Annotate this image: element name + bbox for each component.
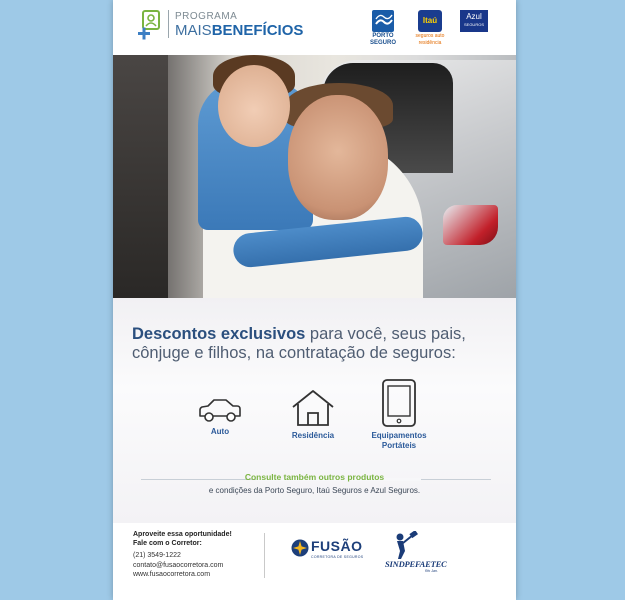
- sindpefaetec-logo: SINDPEFAETEC Rio Jan.: [385, 531, 465, 581]
- tablet-icon: [381, 378, 417, 428]
- benefits-content: [113, 298, 516, 523]
- feature-auto: Auto: [195, 398, 245, 437]
- headline: Descontos exclusivos para você, seus pais, cônjuge e filhos, na contratação de seguros:: [132, 325, 466, 362]
- fusao-logo: FUSÃO CORRETORA DE SEGUROS: [291, 536, 371, 566]
- contact-phone: (21) 3549-1222: [133, 552, 181, 559]
- contact-website[interactable]: www.fusaocorretora.com: [133, 571, 211, 578]
- program-divider: [168, 10, 169, 38]
- program-title: MAISBENEFÍCIOS: [175, 22, 304, 39]
- feature-residencia: Residência: [283, 388, 343, 441]
- feature-equipamentos: Equipamentos Portáteis: [363, 378, 435, 451]
- footer-divider: [264, 533, 265, 578]
- itau-seguros-logo: Itaú seguros auto residência: [413, 10, 447, 47]
- cta-line-2: Fale com o Corretor:: [133, 540, 202, 547]
- fusao-star-icon: [291, 539, 309, 557]
- porto-seguro-logo: PORTO SEGURO: [368, 10, 398, 47]
- porto-wave-icon: [372, 10, 394, 32]
- program-label: PROGRAMA: [175, 11, 238, 22]
- consult-title: Consulte também outros produtos: [244, 472, 385, 482]
- family-car-photo: [113, 55, 516, 298]
- car-icon: [197, 398, 243, 424]
- house-icon: [290, 388, 336, 428]
- hammer-figure-icon: [389, 531, 419, 561]
- cta-line: Aproveite essa oportunidade!: [133, 531, 232, 538]
- contact-email[interactable]: contato@fusaocorretora.com: [133, 562, 224, 569]
- flyer-footer: [113, 523, 516, 600]
- consult-text: e condições da Porto Seguro, Itaú Seguros e Azul Seguros.: [208, 486, 421, 495]
- azul-seguros-logo: Azul SEGUROS: [459, 10, 489, 32]
- benefits-flyer: [113, 0, 516, 600]
- user-id-plus-icon: [135, 10, 161, 40]
- flyer-header: [113, 0, 516, 52]
